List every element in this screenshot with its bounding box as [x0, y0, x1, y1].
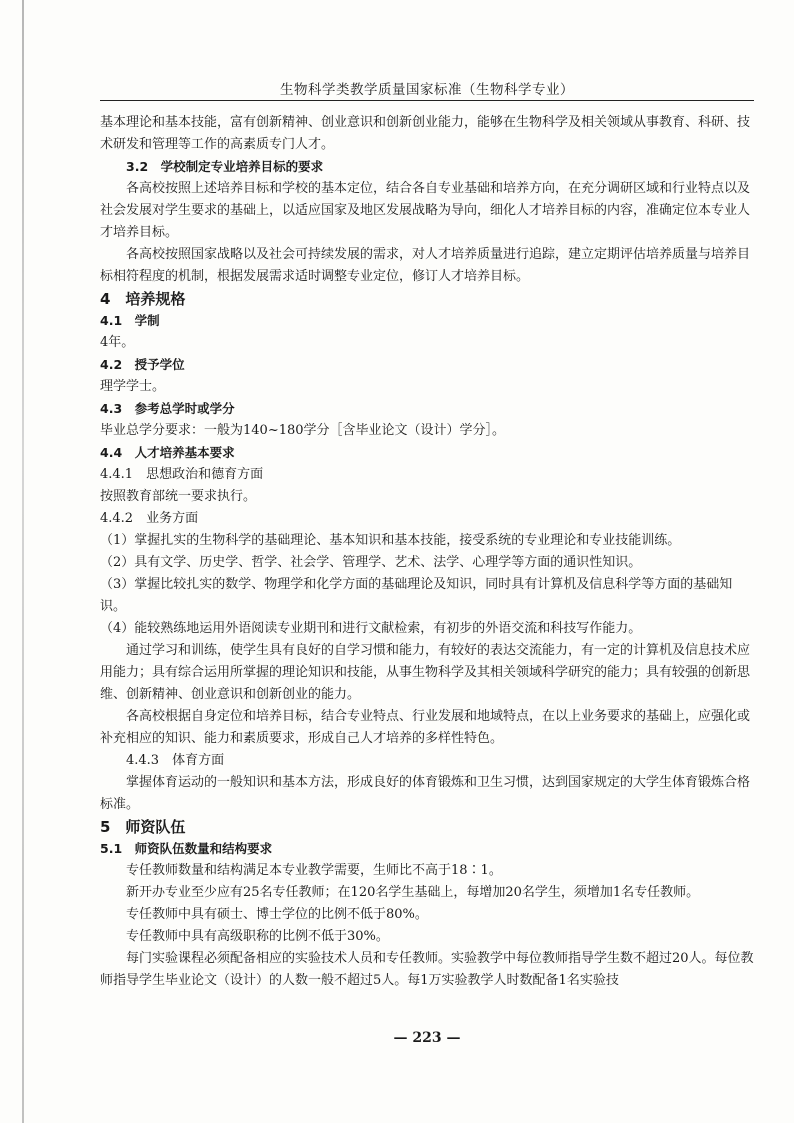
list-item: （3）掌握比较扎实的数学、物理学和化学方面的基础理论及知识，同时具有计算机及信息科学等方面的基础知识。: [100, 577, 733, 614]
paragraph: 专任教师中具有硕士、博士学位的比例不低于80%。: [126, 907, 428, 922]
paragraph: 4年。: [100, 335, 135, 350]
paragraph: 新开办专业至少应有25名专任教师；在120名学生基础上，每增加20名学生，须增加1名专任教师。: [126, 885, 700, 900]
section-4-4-2-heading: 4.4.2 业务方面: [100, 511, 199, 526]
list-item: （2）具有文学、历史学、哲学、社会学、管理学、艺术、法学、心理学等方面的通识性知识。: [100, 555, 642, 570]
paragraph: 按照教育部统一要求执行。: [100, 489, 257, 504]
paragraph: 毕业总学分要求：一般为140~180学分［含毕业论文（设计）学分］。: [100, 423, 506, 438]
section-4-4-heading: 4.4 人才培养基本要求: [100, 445, 235, 460]
paragraph: 理学学士。: [100, 379, 166, 394]
section-5-1-heading: 5.1 师资队伍数量和结构要求: [100, 841, 273, 856]
section-4-1-heading: 4.1 学制: [100, 313, 160, 328]
section-4-heading: 4 培养规格: [100, 290, 186, 308]
paragraph: 掌握体育运动的一般知识和基本方法，形成良好的体育锻炼和卫生习惯，达到国家规定的大学生体育锻炼合格标准。: [100, 775, 751, 812]
paragraph: 各高校按照国家战略以及社会可持续发展的需求，对人才培养质量进行追踪，建立定期评估培养质量与培养目标相符程度的机制，根据发展需求适时调整专业定位，修订人才培养目标。: [100, 247, 751, 284]
paragraph: 专任教师数量和结构满足本专业教学需要，生师比不高于18∶1。: [126, 863, 502, 878]
section-4-2-heading: 4.2 授予学位: [100, 357, 185, 372]
header-rule: [100, 100, 754, 101]
section-5-heading: 5 师资队伍: [100, 818, 186, 836]
page-number: — 223 —: [393, 1030, 461, 1046]
page-body: [100, 112, 754, 992]
section-3-2-heading: 3.2 学校制定专业培养目标的要求: [126, 159, 324, 174]
section-4-4-3-heading: 4.4.3 体育方面: [126, 753, 225, 768]
scan-edge: [22, 0, 24, 1123]
paragraph: 各高校根据自身定位和培养目标，结合专业特点、行业发展和地域特点，在以上业务要求的基础上，应强化或补充相应的知识、能力和素质要求，形成自己人才培养的多样性特色。: [100, 709, 751, 746]
paragraph: 专任教师中具有高级职称的比例不低于30%。: [126, 929, 389, 944]
section-4-4-1-heading: 4.4.1 思想政治和德育方面: [100, 467, 264, 482]
paragraph: 通过学习和训练，使学生具有良好的自学习惯和能力，有较好的表达交流能力，有一定的计算机及信息技术应用能力；具有综合运用所掌握的理论知识和技能，从事生物科学及其相关领域科学研究的能力；具有较强的创新思维、创新精神、创业意识和创新创业的能力。: [100, 643, 751, 702]
paragraph: 各高校按照上述培养目标和学校的基本定位，结合各自专业基础和培养方向，在充分调研区域和行业特点以及社会发展对学生要求的基础上，以适应国家及地区发展战略为导向，细化人才培养目标的内容，准确定位本专业人才培养目标。: [100, 181, 751, 240]
paragraph: 每门实验课程必须配备相应的实验技术人员和专任教师。实验教学中每位教师指导学生数不超过20人。每位教师指导学生毕业论文（设计）的人数一般不超过5人。每1万实验教学人时数配备1名实验技: [100, 951, 754, 988]
list-item: （1）掌握扎实的生物科学的基础理论、基本知识和基本技能，接受系统的专业理论和专业技能训练。: [100, 533, 681, 548]
list-item: （4）能较熟练地运用外语阅读专业期刊和进行文献检索，有初步的外语交流和科技写作能力。: [100, 621, 642, 636]
running-header: 生物科学类教学质量国家标准（生物科学专业）: [280, 82, 574, 98]
paragraph: 基本理论和基本技能，富有创新精神、创业意识和创新创业能力，能够在生物科学及相关领域从事教育、科研、技术研发和管理等工作的高素质专门人才。: [100, 115, 751, 152]
section-4-3-heading: 4.3 参考总学时或学分: [100, 401, 235, 416]
